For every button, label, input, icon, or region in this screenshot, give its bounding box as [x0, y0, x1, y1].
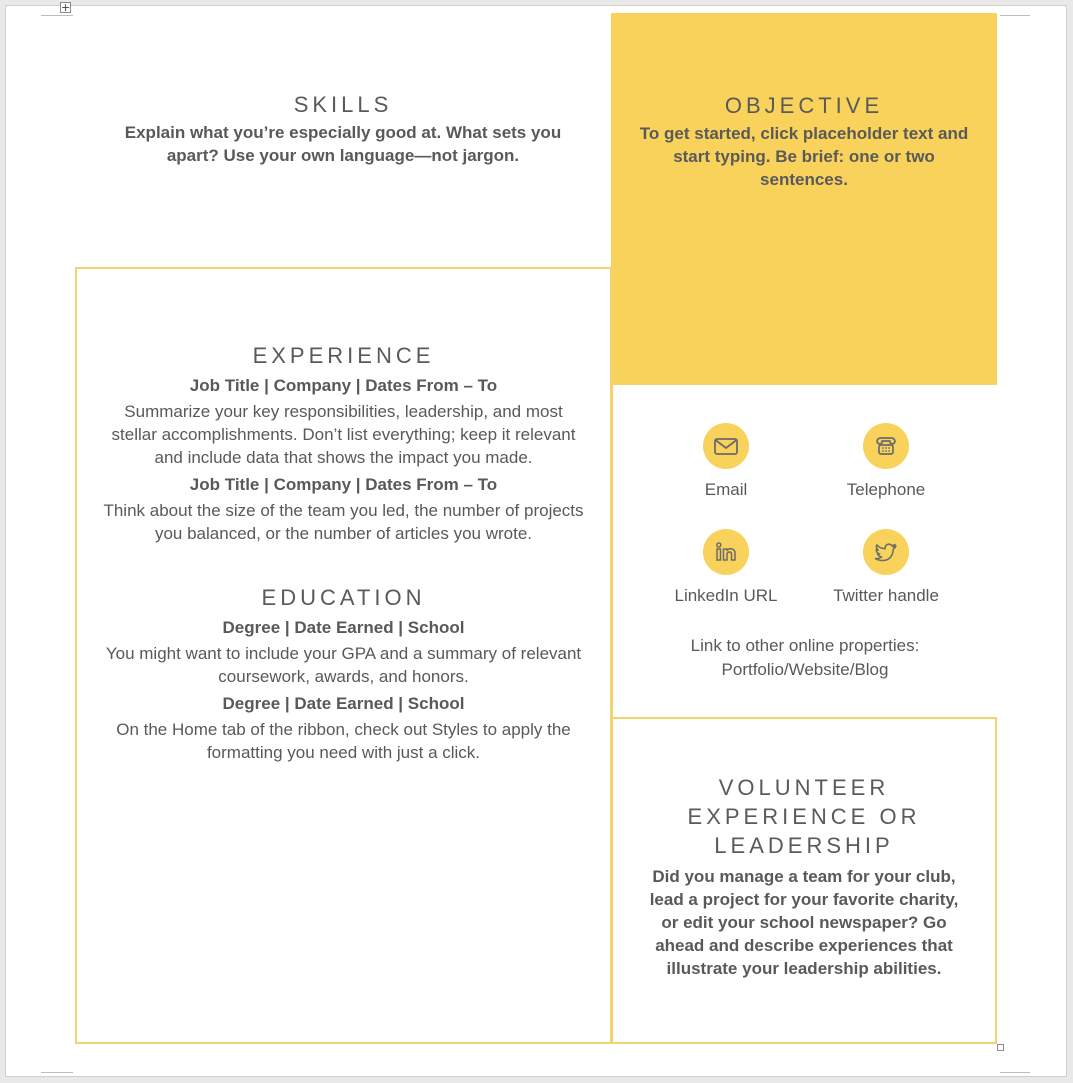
objective-text[interactable]: To get started, click placeholder text and start typing. Be brief: one or two sentences.: [639, 124, 969, 189]
contact-section: [611, 383, 997, 719]
other-properties-line: Link to other online properties:: [690, 636, 920, 655]
other-properties-line: Portfolio/Website/Blog: [721, 660, 889, 679]
job-summary[interactable]: Think about the size of the team you led, the number of projects you balanced, or the number of articles you wrote.: [103, 501, 584, 543]
linkedin-label: LinkedIn URL: [674, 586, 778, 605]
crop-mark: [1000, 1072, 1030, 1073]
volunteer-heading: [643, 773, 965, 860]
skills-text[interactable]: Explain what you’re especially good at. What sets you apart? Use your own language—not jargon.: [124, 123, 562, 165]
volunteer-text[interactable]: Did you manage a team for your club, lead a project for your favorite charity, or edit your school newspaper? Go ahead and describe experiences that illustrate your leadership abilities.: [649, 867, 959, 978]
job-summary[interactable]: Summarize your key responsibilities, leadership, and most stellar accomplishments. Don’t list everything; keep it relevant and include data that shows the impact you made.: [111, 402, 576, 467]
twitter-label: Twitter handle: [833, 586, 939, 605]
degree-line[interactable]: Degree | Date Earned | School: [222, 694, 465, 713]
crop-mark: [41, 15, 73, 16]
contact-email[interactable]: [646, 423, 806, 501]
objective-section: [611, 13, 997, 383]
job-title-line[interactable]: Job Title | Company | Dates From – To: [189, 475, 498, 494]
table-resize-handle[interactable]: [997, 1044, 1004, 1051]
skills-section: [75, 90, 611, 167]
telephone-label: Telephone: [846, 480, 926, 499]
contact-linkedin[interactable]: [646, 529, 806, 607]
contact-telephone[interactable]: [806, 423, 966, 501]
telephone-icon: [863, 423, 909, 469]
crop-mark: [41, 1072, 73, 1073]
twitter-icon: [863, 529, 909, 575]
linkedin-icon: [703, 529, 749, 575]
crop-mark: [1000, 15, 1030, 16]
experience-heading: EXPERIENCE: [252, 343, 435, 368]
objective-heading: OBJECTIVE: [724, 93, 884, 118]
volunteer-section: [611, 717, 997, 1044]
email-label: Email: [704, 480, 748, 499]
job-title-line[interactable]: Job Title | Company | Dates From – To: [189, 376, 498, 395]
volunteer-heading-line: LEADERSHIP: [714, 833, 894, 858]
volunteer-heading-line: EXPERIENCE OR: [687, 804, 921, 829]
other-online-properties[interactable]: [613, 634, 997, 682]
table-move-handle[interactable]: +: [61, 1, 71, 14]
education-summary[interactable]: On the Home tab of the ribbon, check out Styles to apply the formatting you need with just a click.: [116, 720, 571, 762]
education-heading: EDUCATION: [261, 585, 426, 610]
volunteer-heading-line: VOLUNTEER: [718, 775, 890, 800]
experience-education-section: [75, 267, 612, 1044]
skills-heading: SKILLS: [293, 92, 393, 117]
education-summary[interactable]: You might want to include your GPA and a summary of relevant coursework, awards, and honors.: [105, 644, 582, 686]
envelope-icon: [703, 423, 749, 469]
degree-line[interactable]: Degree | Date Earned | School: [222, 618, 465, 637]
contact-twitter[interactable]: [806, 529, 966, 607]
